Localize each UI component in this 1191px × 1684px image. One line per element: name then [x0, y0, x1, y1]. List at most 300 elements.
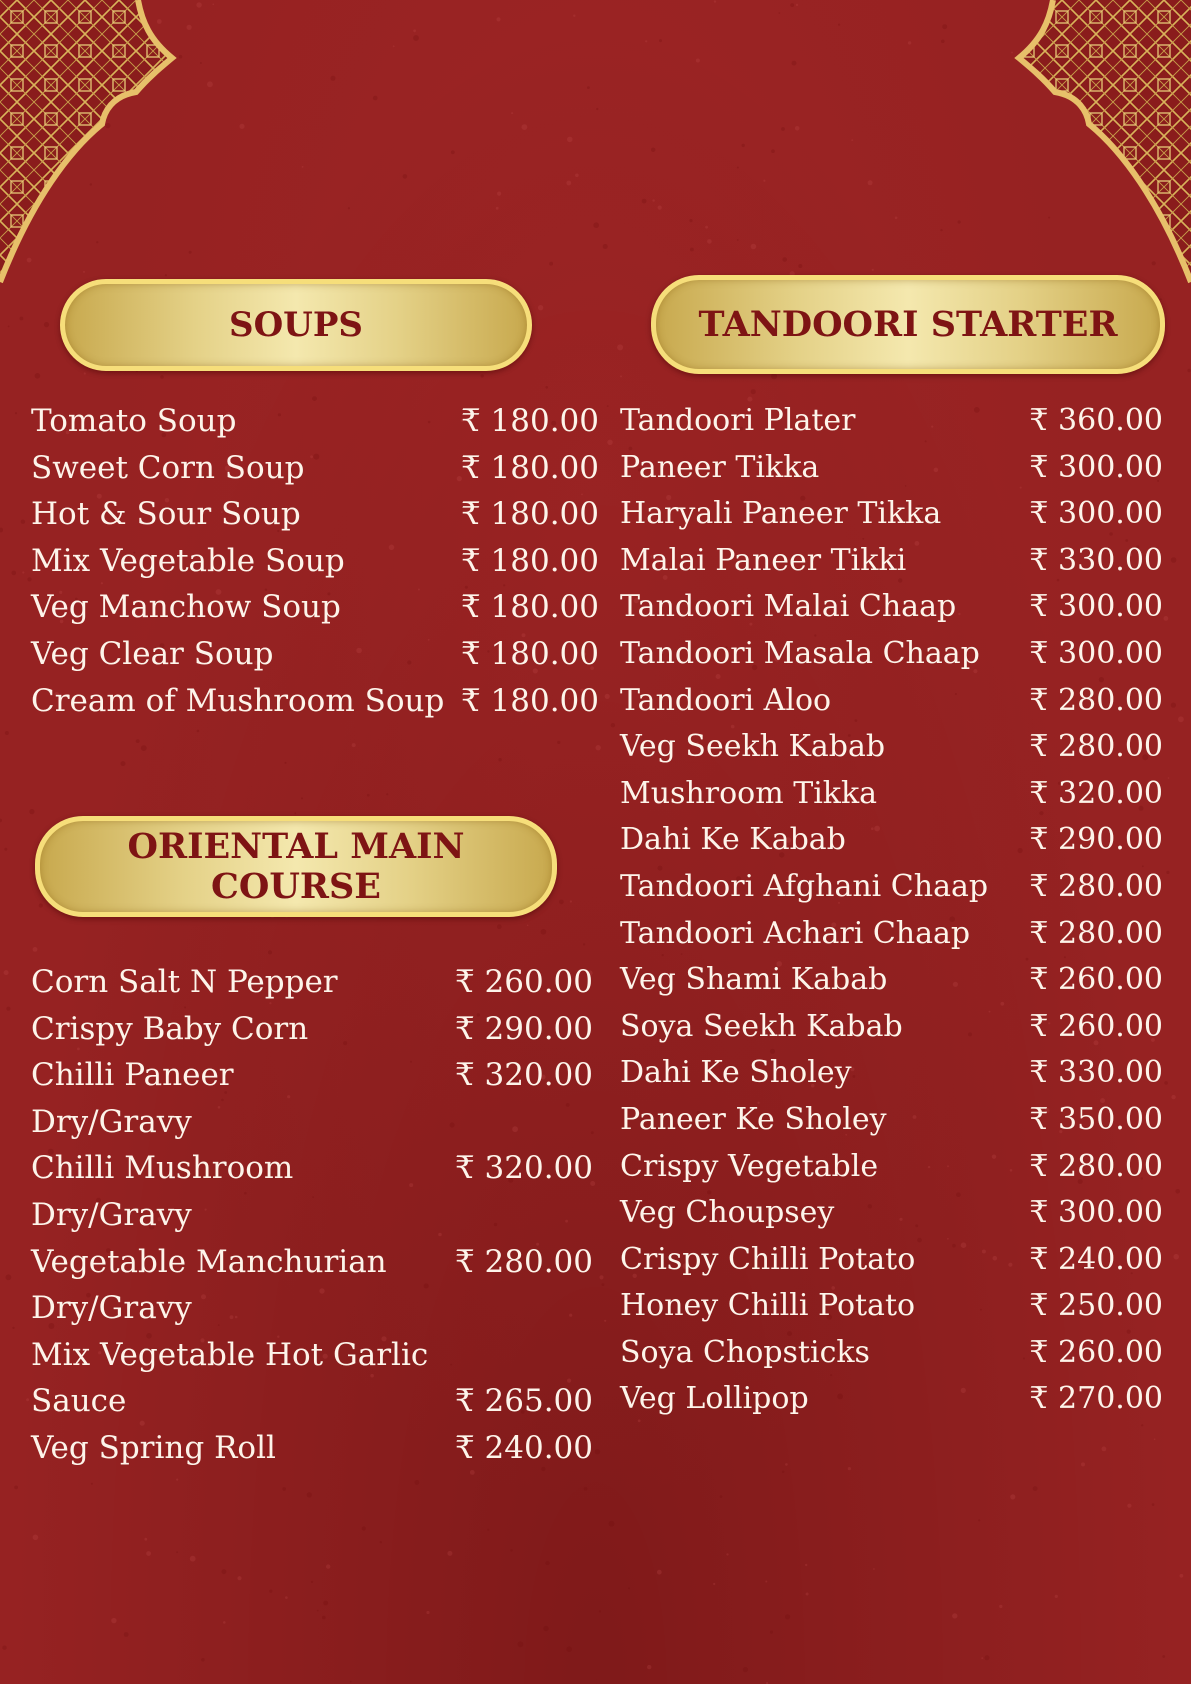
texture-speck [1102, 1447, 1107, 1452]
texture-speck [294, 812, 296, 814]
menu-item [31, 631, 599, 678]
texture-speck [44, 322, 49, 327]
menu-item-price: ₹ 260.00 [454, 964, 593, 1000]
texture-speck [1178, 716, 1184, 722]
texture-speck [189, 251, 192, 254]
menu-item-name: Sweet Corn Soup [31, 449, 305, 486]
texture-speck [707, 239, 712, 244]
texture-speck [566, 181, 571, 186]
menu-item [31, 398, 599, 445]
texture-speck [393, 45, 395, 47]
texture-speck [111, 1618, 116, 1623]
menu-item-name: Crispy Vegetable [620, 1148, 879, 1184]
menu-item-price: ₹ 180.00 [460, 589, 599, 626]
texture-speck [751, 244, 757, 250]
texture-speck [322, 1616, 326, 1620]
texture-speck [496, 17, 500, 21]
texture-speck [873, 1568, 875, 1570]
texture-speck [323, 1601, 328, 1606]
texture-speck [307, 1492, 312, 1497]
texture-speck [908, 41, 911, 44]
texture-speck [311, 1581, 313, 1583]
menu-item-name: Veg Seekh Kabab [620, 729, 886, 765]
menu-item-price: ₹ 300.00 [1029, 635, 1163, 671]
menu-item-price: ₹ 240.00 [454, 1429, 593, 1466]
texture-speck [742, 144, 745, 147]
texture-speck [771, 373, 777, 379]
texture-speck [223, 1621, 226, 1624]
texture-speck [213, 4, 215, 6]
texture-speck [1010, 1494, 1015, 1499]
texture-speck [239, 124, 244, 129]
menu-item-name: Tomato Soup [31, 403, 237, 439]
texture-speck [658, 206, 662, 210]
menu-item [31, 538, 599, 585]
oriental-main-course-heading: ORIENTAL MAIN COURSE [127, 825, 465, 907]
texture-speck [176, 1479, 178, 1481]
texture-speck [1173, 1254, 1179, 1260]
texture-speck [645, 40, 647, 42]
texture-speck [570, 900, 572, 902]
texture-speck [29, 809, 34, 814]
menu-item-price: ₹ 330.00 [1029, 1055, 1163, 1091]
texture-speck [15, 412, 17, 414]
texture-speck [373, 96, 378, 101]
texture-speck [617, 344, 623, 350]
menu-item-name: Corn Salt N Pepper [31, 964, 338, 1000]
texture-speck [985, 1655, 990, 1660]
texture-speck [785, 1463, 788, 1466]
texture-speck [549, 262, 553, 266]
menu-item-name: Crispy Chilli Potato [620, 1241, 916, 1277]
texture-speck [498, 758, 501, 761]
texture-speck [141, 745, 147, 751]
menu-item [31, 1239, 593, 1332]
texture-speck [737, 167, 739, 169]
texture-speck [557, 741, 560, 744]
texture-speck [726, 1553, 728, 1555]
texture-speck [348, 207, 350, 209]
texture-speck [1033, 1486, 1038, 1491]
menu-item-price: ₹ 280.00 [454, 1243, 593, 1280]
texture-speck [705, 226, 708, 229]
menu-item-price: ₹ 280.00 [1029, 729, 1163, 765]
menu-item-price: ₹ 300.00 [1029, 496, 1163, 532]
menu-item-name: Paneer Tikka [620, 449, 820, 485]
texture-speck [652, 199, 654, 201]
texture-speck [331, 76, 336, 81]
texture-speck [207, 81, 213, 87]
texture-speck [196, 2, 201, 7]
menu-item-name: Veg Clear Soup [31, 635, 274, 672]
menu-item [31, 1425, 593, 1472]
texture-speck [201, 1658, 205, 1662]
texture-speck [765, 1581, 767, 1583]
texture-speck [559, 900, 564, 905]
menu-item-name-continued: Sauce [31, 1383, 127, 1420]
texture-speck [868, 180, 873, 185]
menu-item [620, 771, 1163, 818]
texture-speck [743, 1667, 748, 1672]
texture-speck [566, 1646, 572, 1652]
texture-speck [567, 137, 573, 143]
texture-speck [1154, 1438, 1156, 1440]
menu-item [620, 911, 1163, 958]
texture-speck [620, 375, 622, 377]
texture-speck [1164, 616, 1169, 621]
soups-list [31, 398, 599, 724]
texture-speck [602, 1283, 605, 1286]
menu-item-name: Tandoori Aloo [620, 682, 832, 718]
menu-item-price: ₹ 360.00 [1029, 403, 1163, 438]
texture-speck [518, 1641, 524, 1647]
menu-item-name: Honey Chilli Potato [620, 1288, 916, 1324]
menu-item-name: Tandoori Masala Chaap [620, 635, 980, 671]
texture-speck [511, 112, 513, 114]
texture-speck [26, 1398, 29, 1401]
menu-item-name-continued: Dry/Gravy [31, 1103, 192, 1140]
texture-speck [690, 248, 694, 252]
menu-item-name: Veg Lollipop [620, 1381, 809, 1417]
texture-speck [1160, 298, 1162, 300]
menu-item [620, 1050, 1163, 1097]
texture-speck [124, 1632, 129, 1637]
menu-item-name: Tandoori Malai Chaap [620, 589, 957, 625]
menu-item-price: ₹ 180.00 [460, 635, 599, 672]
texture-speck [782, 257, 787, 262]
texture-speck [222, 1569, 227, 1574]
texture-speck [611, 723, 615, 727]
texture-speck [451, 150, 455, 154]
texture-speck [4, 848, 7, 851]
texture-speck [91, 1483, 93, 1485]
texture-speck [940, 229, 942, 231]
texture-speck [642, 199, 647, 204]
menu-item [620, 1376, 1163, 1423]
texture-speck [386, 793, 388, 795]
menu-item-price: ₹ 300.00 [1029, 449, 1163, 485]
texture-speck [282, 1487, 286, 1491]
texture-speck [603, 244, 608, 249]
menu-item-price: ₹ 180.00 [460, 496, 599, 533]
texture-speck [584, 1487, 588, 1491]
texture-speck [647, 1665, 651, 1669]
texture-speck [1171, 1095, 1175, 1099]
texture-speck [770, 1631, 773, 1634]
soups-heading: SOUPS [229, 305, 363, 345]
menu-item [31, 959, 593, 1006]
texture-speck [413, 29, 416, 32]
texture-speck [413, 35, 419, 41]
menu-item-price: ₹ 320.00 [454, 1057, 593, 1094]
menu-item-price: ₹ 260.00 [1029, 1008, 1163, 1044]
texture-speck [1171, 703, 1176, 708]
texture-speck [604, 1320, 606, 1322]
menu-item [620, 491, 1163, 538]
texture-speck [593, 222, 599, 228]
texture-speck [713, 1583, 715, 1585]
menu-item-price: ₹ 280.00 [1029, 682, 1163, 718]
texture-speck [1168, 777, 1170, 779]
texture-speck [978, 1519, 980, 1521]
menu-item-name: Veg Spring Roll [31, 1429, 276, 1466]
texture-speck [362, 1526, 366, 1530]
texture-speck [545, 386, 548, 389]
texture-speck [545, 1561, 549, 1565]
texture-speck [5, 1274, 11, 1280]
texture-speck [952, 1613, 957, 1618]
texture-speck [1152, 1503, 1155, 1506]
texture-speck [12, 571, 17, 576]
menu-item-name: Veg Manchow Soup [31, 589, 341, 626]
menu-item-price: ₹ 320.00 [1029, 775, 1163, 811]
menu-item-price: ₹ 300.00 [1029, 1195, 1163, 1231]
menu-item [620, 1283, 1163, 1330]
menu-item-name: Hot & Sour Soup [31, 496, 301, 533]
menu-item-name: Dahi Ke Kabab [620, 822, 846, 858]
texture-speck [763, 180, 765, 182]
texture-speck [543, 1626, 548, 1631]
texture-speck [317, 1610, 319, 1612]
texture-speck [781, 127, 785, 131]
texture-speck [285, 1596, 288, 1599]
texture-speck [5, 731, 9, 735]
texture-speck [851, 139, 853, 141]
texture-speck [200, 62, 202, 64]
menu-item-name: Tandoori Achari Chaap [620, 915, 971, 951]
texture-speck [628, 1587, 630, 1589]
menu-item [620, 957, 1163, 1004]
menu-item-price: ₹ 300.00 [1029, 589, 1163, 625]
left-gold-arch-ornament [0, 0, 180, 290]
texture-speck [958, 220, 961, 223]
texture-speck [806, 1593, 809, 1596]
texture-speck [84, 372, 86, 374]
texture-speck [487, 1529, 489, 1531]
texture-speck [269, 1590, 272, 1593]
menu-item-name: Veg Choupsey [620, 1195, 835, 1231]
menu-item [620, 864, 1163, 911]
menu-item [620, 631, 1163, 678]
menu-item-name: Crispy Baby Corn [31, 1010, 309, 1047]
texture-speck [0, 528, 3, 533]
texture-speck [657, 1570, 662, 1575]
soups-heading-banner [60, 279, 532, 371]
menu-item [620, 1330, 1163, 1377]
texture-speck [39, 903, 43, 907]
texture-speck [805, 1564, 807, 1566]
texture-speck [403, 174, 408, 179]
texture-speck [607, 440, 612, 445]
menu-item [620, 1097, 1163, 1144]
menu-item [31, 678, 599, 725]
texture-speck [35, 373, 41, 379]
texture-speck [848, 1467, 851, 1470]
texture-speck [302, 166, 304, 168]
texture-speck [33, 947, 38, 952]
texture-speck [190, 1556, 196, 1562]
texture-speck [197, 730, 200, 733]
oriental-main-course-heading-banner [35, 816, 557, 917]
menu-item [620, 1144, 1163, 1191]
texture-speck [14, 1486, 18, 1490]
texture-speck [497, 924, 502, 929]
texture-speck [496, 207, 499, 210]
menu-item-name-continued: Dry/Gravy [31, 1196, 192, 1233]
menu-item-name: Tandoori Afghani Chaap [620, 868, 989, 904]
menu-item-name: Dahi Ke Sholey [620, 1055, 852, 1091]
texture-speck [771, 149, 775, 153]
menu-item-name: Tandoori Plater [620, 403, 856, 438]
texture-speck [595, 1449, 600, 1454]
menu-item [31, 1006, 593, 1053]
menu-item-name-continued: Dry/Gravy [31, 1290, 192, 1327]
texture-speck [538, 305, 543, 310]
texture-speck [895, 217, 898, 220]
menu-item [620, 724, 1163, 771]
texture-speck [573, 15, 575, 17]
texture-speck [782, 1471, 785, 1474]
menu-item-name: Paneer Ke Sholey [620, 1101, 887, 1137]
menu-item-price: ₹ 330.00 [1029, 542, 1163, 578]
menu-item-name: Vegetable Manchurian [31, 1243, 387, 1280]
menu-item-price: ₹ 180.00 [460, 449, 599, 486]
texture-speck [0, 819, 2, 823]
menu-item-price: ₹ 280.00 [1029, 915, 1163, 951]
texture-speck [6, 1007, 10, 1011]
texture-speck [21, 520, 25, 524]
texture-speck [350, 1681, 352, 1683]
texture-speck [792, 61, 797, 66]
right-gold-arch-ornament [1011, 0, 1191, 290]
texture-speck [144, 1538, 147, 1541]
texture-speck [596, 745, 601, 750]
menu-item-price: ₹ 260.00 [1029, 1334, 1163, 1370]
texture-speck [737, 239, 739, 241]
menu-item-price: ₹ 290.00 [1029, 822, 1163, 858]
texture-speck [8, 326, 10, 328]
texture-speck [522, 124, 528, 130]
texture-speck [285, 762, 287, 764]
texture-speck [268, 950, 272, 954]
texture-speck [609, 1521, 615, 1527]
texture-speck [176, 1551, 178, 1553]
menu-item-name: Chilli Paneer [31, 1057, 234, 1094]
texture-speck [4, 970, 9, 975]
menu-item-name: Haryali Paneer Tikka [620, 496, 942, 532]
texture-speck [33, 1535, 39, 1541]
texture-speck [497, 192, 501, 196]
texture-speck [583, 943, 585, 945]
menu-item-price: ₹ 240.00 [1029, 1241, 1163, 1277]
texture-speck [714, 0, 716, 2]
texture-speck [1141, 1424, 1143, 1426]
texture-speck [367, 794, 370, 797]
menu-item-price: ₹ 280.00 [1029, 1148, 1163, 1184]
texture-speck [237, 1576, 241, 1580]
menu-item-price: ₹ 180.00 [460, 682, 599, 719]
menu-item-name: Chilli Mushroom [31, 1150, 294, 1187]
menu-item-price: ₹ 320.00 [454, 1150, 593, 1187]
texture-speck [1164, 1081, 1168, 1085]
texture-speck [541, 929, 547, 935]
texture-speck [1180, 1574, 1184, 1578]
menu-item [620, 817, 1163, 864]
texture-speck [779, 12, 781, 14]
texture-speck [651, 148, 655, 152]
menu-item-price: ₹ 260.00 [1029, 962, 1163, 998]
texture-speck [981, 1657, 983, 1659]
menu-item-name: Mix Vegetable Soup [31, 542, 345, 579]
texture-speck [121, 761, 126, 766]
menu-item-name: Mushroom Tikka [620, 775, 878, 811]
tandoori-starter-heading-banner [651, 275, 1165, 374]
menu-item [31, 1332, 593, 1425]
texture-speck [599, 1275, 603, 1279]
oriental-main-course-list [31, 959, 593, 1472]
tandoori-starter-list [620, 398, 1163, 1423]
texture-speck [22, 571, 24, 573]
menu-item-price: ₹ 265.00 [454, 1383, 593, 1420]
menu-item [31, 1052, 593, 1145]
texture-speck [481, 374, 484, 377]
texture-speck [796, 4, 798, 6]
menu-item-price: ₹ 280.00 [1029, 868, 1163, 904]
menu-item [620, 1004, 1163, 1051]
texture-speck [527, 925, 529, 927]
menu-item-name: Mix Vegetable Hot Garlic [31, 1336, 429, 1373]
texture-speck [136, 739, 140, 743]
texture-speck [785, 1614, 790, 1619]
menu-item [620, 1190, 1163, 1237]
menu-item [620, 398, 1163, 445]
texture-speck [415, 1480, 420, 1485]
menu-item-price: ₹ 180.00 [460, 403, 599, 439]
texture-speck [575, 174, 579, 178]
texture-speck [696, 59, 700, 63]
texture-speck [1175, 1189, 1180, 1194]
texture-speck [1127, 1504, 1131, 1508]
menu-item-price: ₹ 250.00 [1029, 1288, 1163, 1324]
texture-speck [1187, 369, 1190, 372]
texture-speck [872, 269, 874, 271]
texture-speck [798, 264, 802, 268]
menu-item [620, 1237, 1163, 1284]
texture-speck [510, 1549, 512, 1551]
texture-speck [659, 39, 662, 42]
texture-speck [599, 1610, 601, 1612]
texture-speck [1166, 871, 1169, 874]
texture-speck [2, 1646, 6, 1650]
texture-speck [301, 797, 303, 799]
texture-speck [795, 126, 800, 131]
menu-item-name: Cream of Mushroom Soup [31, 682, 445, 719]
menu-item-name: Veg Shami Kabab [620, 962, 888, 998]
menu-item-name: Malai Paneer Tikki [620, 542, 907, 578]
texture-speck [447, 1551, 452, 1556]
menu-item [620, 584, 1163, 631]
menu-item [31, 491, 599, 538]
texture-speck [607, 405, 609, 407]
texture-speck [751, 389, 756, 394]
menu-item-name: Soya Chopsticks [620, 1334, 870, 1370]
texture-speck [426, 1611, 429, 1614]
menu-item [31, 445, 599, 492]
menu-item [31, 584, 599, 631]
menu-item-price: ₹ 350.00 [1029, 1101, 1163, 1137]
menu-item [620, 538, 1163, 585]
texture-speck [1081, 1462, 1085, 1466]
